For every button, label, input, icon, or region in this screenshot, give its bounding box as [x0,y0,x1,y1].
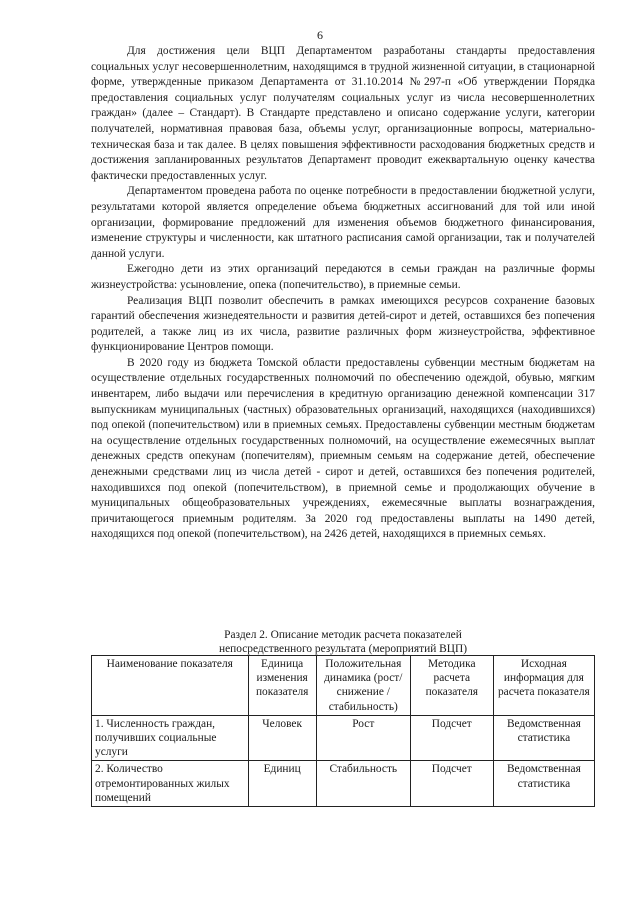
section-title-line-2: непосредственного результата (мероприятий ВЦП) [218,643,468,655]
table-header-row [92,656,595,716]
header-dynamics: Положительная динамика (рост/снижение /стабильность) [316,656,410,716]
cell-source: Ведомственная статистика [493,761,594,807]
table-row [92,761,595,807]
paragraph-family-placement: Ежегодно дети из этих организаций передаются в семьи граждан на различные формы жизнеустройства: усыновление, опека (попечительство), в приемные семьи. [91,263,595,291]
indicators-table [91,655,595,807]
section-title [91,628,595,656]
header-indicator-name: Наименование показателя [92,656,249,716]
cell-source: Ведомственная статистика [493,715,594,761]
cell-dynamics: Рост [316,715,410,761]
page-number: 6 [317,28,323,42]
body-text [91,44,595,543]
header-method: Методика расчета показателя [410,656,493,716]
paragraph-needs-assessment: Департаментом проведена работа по оценке потребности в предоставлении бюджетной услуги, результатами которой является определение объема бюджетных ассигнований для той или иной организации, формирование предложений для изменения объемов бюджетного финансирования, изменение структуры и численности, как штатного расписания самой организации, так и получателей данной услуги. [91,185,595,260]
header-source: Исходная информация для расчета показателя [493,656,594,716]
table-row [92,715,595,761]
cell-method: Подсчет [410,715,493,761]
paragraph-subventions-2020: В 2020 году из бюджета Томской области предоставлены субвенции местным бюджетам на осуществление отдельных государственных полномочий по обеспечению одеждой, обувью, мягким инвентарем, либо выдачи или перечисления в кредитную организацию денежной компенсации 317 выпускникам муниципальных (частных) образовательных организаций, находящихся (находившихся) под опекой (попечительством) или в приемных семьях. Предоставлены субвенции местным бюджетам на осуществление отдельных государственных полномочий, на осуществление ежемесячных выплат денежных средств опекунам (попечителям), приемным семьям на содержание детей, обеспечение денежными средствами лиц из числа детей - сирот и детей, оставшихся без попечения родителей, находившихся под опекой (попечительством), в приемной семье и продолжающих обучение в муниципальных общеобразовательных учреждениях, ежемесячные выплаты вознаграждения, причитающегося приемным родителям. За 2020 год предоставлены выплаты на 1490 детей, находящихся под опекой (попечительством), на 2426 детей, находящихся в приемных семьях. [91,356,595,541]
header-unit: Единица изменения показателя [248,656,316,716]
cell-method: Подсчет [410,761,493,807]
cell-dynamics: Стабильность [316,761,410,807]
paragraph-standards: Для достижения цели ВЦП Департаментом разработаны стандарты предоставления социальных услуг несовершеннолетним, находящимся в трудной жизненной ситуации, в стационарной форме, утвержденные приказом Департамента от 31.10.2014 №297-п «Об утверждении Порядка предоставления социальных услуг получателям социальных услуг из числа несовершеннолетних граждан» (далее – Стандарт). В Стандарте представлено и описано содержание услуги, категории получателей, нормативная правовая база, объемы услуг, организационные вопросы, материально-техническая база и так далее. В целях повышения эффективности расходования бюджетных средств и достижения запланированных результатов Департамент проводит ежеквартальную оценку качества фактически предоставленных услуг. [91,45,595,182]
cell-unit: Единиц [248,761,316,807]
cell-indicator-name: 2. Количество отремонтированных жилых помещений [92,761,249,807]
cell-unit: Человек [248,715,316,761]
cell-indicator-name: 1. Численность граждан, получивших социальные услуги [92,715,249,761]
section-title-line-1: Раздел 2. Описание методик расчета показателей [224,629,462,641]
paragraph-program-implementation: Реализация ВЦП позволит обеспечить в рамках имеющихся ресурсов сохранение базовых гарантий обеспечения жизнедеятельности и развития детей-сирот и детей, оставшихся без попечения родителей, а также лиц из их числа, развитие различных форм жизнеустройства, эффективное функционирование Центров помощи. [91,294,595,354]
